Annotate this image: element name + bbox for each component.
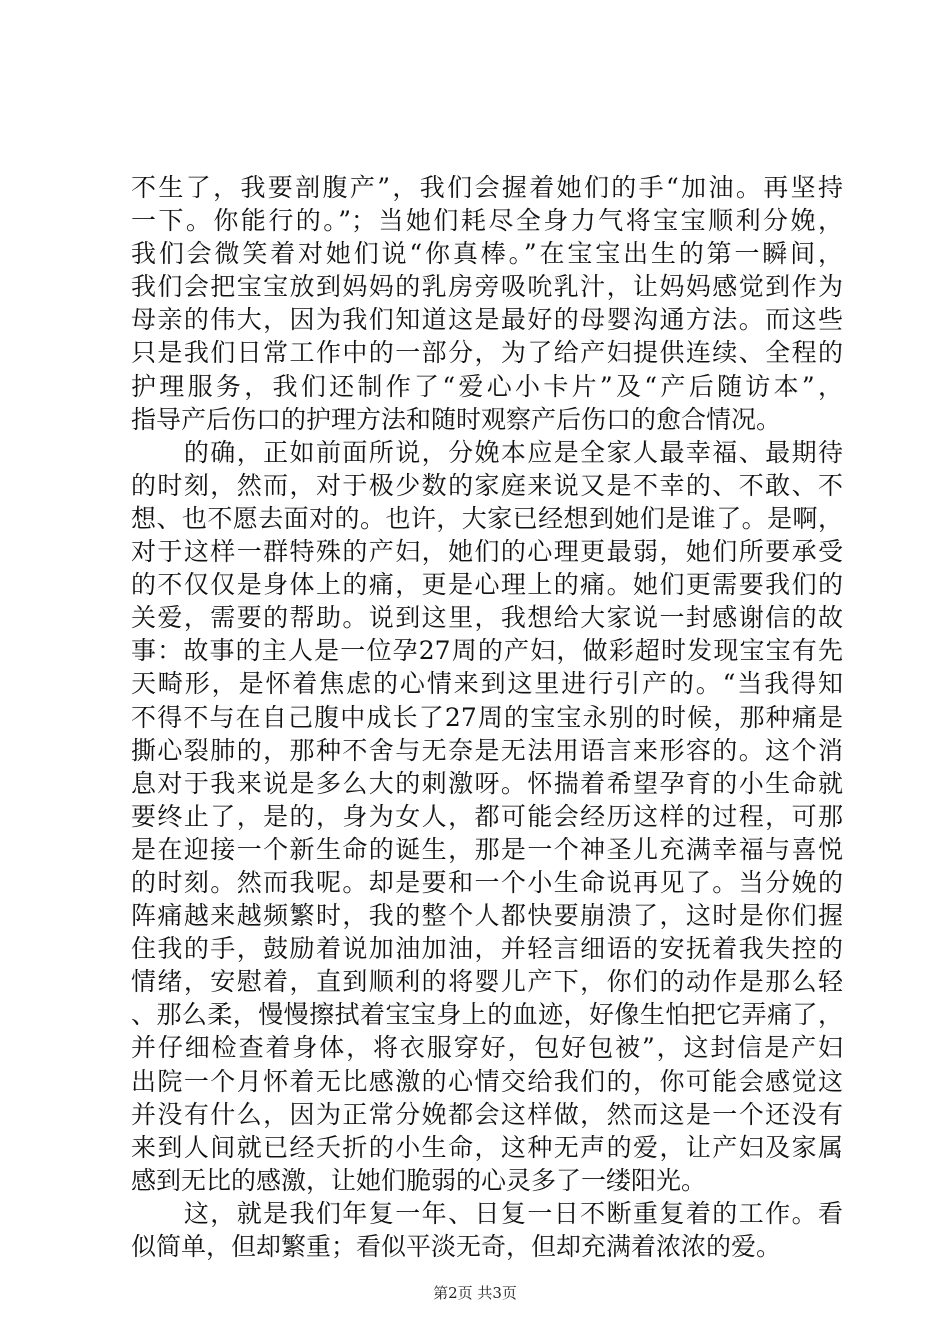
- text-line: 想、也不愿去面对的。也许，大家已经想到她们是谁了。是啊，: [131, 503, 843, 533]
- text-line: 的不仅仅是身体上的痛，更是心理上的痛。她们更需要我们的: [131, 570, 843, 600]
- text-line: 是在迎接一个新生命的诞生，那是一个神圣儿充满幸福与喜悦: [131, 834, 843, 864]
- text-line: 来到人间就已经夭折的小生命，这种无声的爱，让产妇及家属: [131, 1132, 843, 1162]
- text-line: 对于这样一群特殊的产妇，她们的心理更最弱，她们所要承受: [131, 537, 843, 567]
- text-line: 一下。你能行的。”；当她们耗尽全身力气将宝宝顺利分娩，: [131, 206, 843, 236]
- text-line: 不生了，我要剖腹产”，我们会握着她们的手“加油。再坚持: [131, 173, 843, 202]
- text-line: 出院一个月怀着无比感激的心情交给我们的，你可能会感觉这: [131, 1066, 843, 1096]
- text-line: 天畸形，是怀着焦虑的心情来到这里进行引产的。“当我得知: [131, 669, 843, 699]
- text-line: 要终止了，是的，身为女人，都可能会经历这样的过程，可那: [131, 801, 843, 831]
- text-line: 的确，正如前面所说，分娩本应是全家人最幸福、最期待: [131, 437, 843, 467]
- text-line: 、那么柔，慢慢擦拭着宝宝身上的血迹，好像生怕把它弄痛了，: [131, 1000, 843, 1030]
- text-line: 这，就是我们年复一年、日复一日不断重复着的工作。看: [131, 1198, 843, 1228]
- text-line: 母亲的伟大，因为我们知道这是最好的母婴沟通方法。而这些: [131, 305, 843, 335]
- text-line: 事：故事的主人是一位孕27周的产妇，做彩超时发现宝宝有先: [131, 636, 843, 666]
- text-line: 我们会把宝宝放到妈妈的乳房旁吸吮乳汁，让妈妈感觉到作为: [131, 272, 843, 302]
- text-line: 似简单，但却繁重；看似平淡无奇，但却充满着浓浓的爱。: [131, 1232, 782, 1261]
- text-line: 关爱，需要的帮助。说到这里，我想给大家说一封感谢信的故: [131, 603, 843, 633]
- text-line: 不得不与在自己腹中成长了27周的宝宝永别的时候，那种痛是: [131, 702, 843, 732]
- text-line: 只是我们日常工作中的一部分，为了给产妇提供连续、全程的: [131, 338, 843, 368]
- text-line: 并没有什么，因为正常分娩都会这样做，然而这是一个还没有: [131, 1099, 843, 1129]
- text-line: 的时刻，然而，对于极少数的家庭来说又是不幸的、不敢、不: [131, 470, 843, 500]
- page-footer: 第2页 共3页: [433, 1284, 517, 1302]
- text-line: 指导产后伤口的护理方法和随时观察产后伤口的愈合情况。: [131, 404, 782, 434]
- text-line: 我们会微笑着对她们说“你真棒。”在宝宝出生的第一瞬间，: [131, 239, 843, 269]
- text-line: 并仔细检查着身体，将衣服穿好，包好包被”，这封信是产妇: [131, 1033, 843, 1063]
- text-line: 住我的手，鼓励着说加油加油，并轻言细语的安抚着我失控的: [131, 934, 843, 964]
- text-line: 情绪，安慰着，直到顺利的将婴儿产下，你们的动作是那么轻: [131, 967, 843, 997]
- text-line: 的时刻。然而我呢。却是要和一个小生命说再见了。当分娩的: [131, 867, 843, 897]
- text-line: 阵痛越来越频繁时，我的整个人都快要崩溃了，这时是你们握: [131, 901, 843, 931]
- text-line: 感到无比的感激，让她们脆弱的心灵多了一缕阳光。: [131, 1165, 707, 1195]
- body-text: [131, 171, 843, 1263]
- text-line: 撕心裂肺的，那种不舍与无奈是无法用语言来形容的。这个消: [131, 735, 843, 765]
- text-line: 护理服务，我们还制作了“爱心小卡片”及“产后随访本”，: [131, 371, 843, 401]
- text-line: 息对于我来说是多么大的刺激呀。怀揣着希望孕育的小生命就: [131, 768, 843, 798]
